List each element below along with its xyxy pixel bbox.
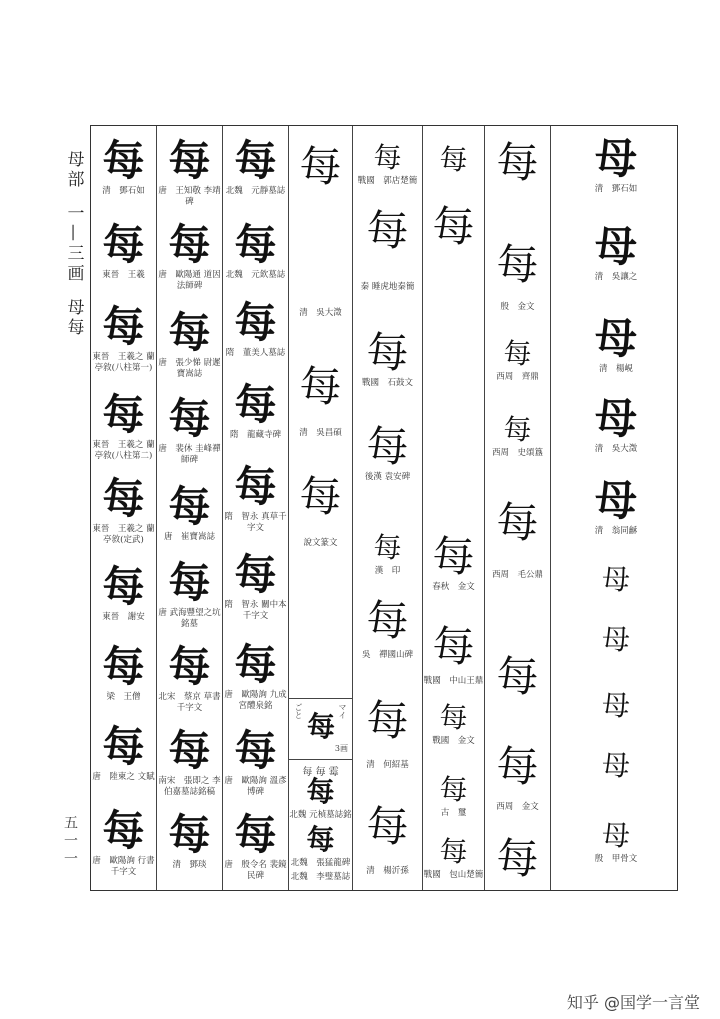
glyph: 母: [594, 476, 637, 525]
entry: [423, 622, 484, 687]
entry: [91, 722, 156, 783]
kana-kun: ごと: [294, 703, 303, 719]
stroke-count: 3画: [334, 744, 348, 753]
entry: [423, 202, 484, 252]
glyph: 每: [234, 550, 277, 599]
entry: [485, 498, 550, 581]
entry: [223, 640, 288, 711]
caption: 清 吳讓之: [594, 272, 638, 282]
caption: 殷 甲骨文: [594, 854, 638, 864]
caption: 西周 齊鼎: [496, 372, 539, 382]
caption: 唐 殷令名 裴鏡民碑: [224, 860, 287, 881]
glyph: 每: [366, 802, 409, 851]
caption: 戰國 石鼓文: [361, 378, 413, 388]
caption: 清 鄧石如: [102, 186, 145, 196]
entry: [581, 314, 651, 375]
caption: 清 吳大澂: [299, 308, 342, 318]
glyph: 每: [168, 810, 211, 859]
entry: [353, 802, 422, 877]
caption: 北魏 元靜墓誌: [225, 186, 286, 196]
entry: [581, 134, 651, 195]
glyph: 每: [366, 328, 409, 377]
caption: 戰國 中山王鼎: [423, 676, 484, 686]
glyph: 每: [102, 642, 145, 691]
variant-chars: 每 毎 霉: [302, 767, 339, 778]
glyph: 每: [496, 742, 539, 791]
caption: 東晉 王羲之 蘭亭敘(八柱第二): [92, 440, 155, 461]
glyph: 每: [234, 220, 277, 269]
entry: [157, 558, 222, 629]
glyph: 每: [102, 220, 145, 269]
column-3: [223, 126, 289, 890]
entry: [289, 142, 352, 319]
entry: [423, 773, 484, 819]
glyph: 每: [102, 302, 145, 351]
caption: 西周 史頌簋: [491, 448, 543, 458]
glyph: 每: [496, 652, 539, 701]
entry: [157, 482, 222, 543]
glyph: 每: [503, 413, 532, 446]
caption: 清 翁同龢: [594, 526, 638, 536]
caption: 清 吳大澂: [594, 444, 638, 454]
entry: [485, 138, 550, 188]
column-2: [157, 126, 223, 890]
entry: [353, 141, 422, 187]
entry: [91, 220, 156, 281]
entry: [485, 413, 550, 459]
glyph: 每: [306, 775, 335, 808]
head-char: 每: [307, 710, 336, 743]
glyph: 每: [102, 136, 145, 185]
entry: [423, 835, 484, 881]
entry: [581, 394, 651, 455]
glyph: 每: [432, 532, 475, 581]
glyph: 母: [601, 819, 630, 852]
glyph: 母: [601, 749, 630, 782]
glyph: 每: [439, 143, 468, 176]
entry: [485, 834, 550, 884]
caption: 隋 智永 真草千字文: [224, 512, 287, 533]
entry: [91, 806, 156, 877]
caption: 唐 崔寶嵩誌: [163, 532, 215, 542]
glyph: 每: [168, 642, 211, 691]
entry: [223, 380, 288, 441]
caption: 北魏 李璧墓誌: [290, 872, 351, 882]
glyph: 母: [594, 134, 637, 183]
column-1: [91, 126, 157, 890]
entry: [353, 696, 422, 771]
entry: [223, 810, 288, 881]
caption: 東晉 王羲之 蘭亭敘(八柱第一): [92, 352, 155, 373]
caption: 說文篆文: [303, 538, 338, 548]
glyph: 每: [373, 531, 402, 564]
page-number: 五一一: [62, 815, 78, 869]
column-6: [423, 126, 485, 890]
caption: 西周 毛公鼎: [491, 570, 543, 580]
glyph: 每: [102, 562, 145, 611]
glyph: 每: [439, 773, 468, 806]
column-5: [353, 126, 423, 890]
glyph: 每: [439, 701, 468, 734]
caption: 唐 歐陽詢 九成宮醴泉銘: [224, 690, 287, 711]
entry: [91, 474, 156, 545]
caption: 春秋 金文: [432, 582, 475, 592]
entry: [353, 531, 422, 577]
entry: [485, 742, 550, 813]
entry: [423, 701, 484, 747]
entry: [289, 823, 352, 869]
glyph: 母: [601, 563, 630, 596]
glyph: 每: [102, 390, 145, 439]
glyph: 每: [299, 142, 342, 191]
chars-label: 母每: [63, 298, 84, 338]
caption: 吳 禪國山碑: [361, 650, 413, 660]
caption: 南宋 張即之 李伯嘉墓誌銘稿: [158, 776, 221, 797]
entry: [581, 749, 651, 782]
caption: 隋 智永 關中本千字文: [224, 600, 287, 621]
glyph: 每: [299, 362, 342, 411]
caption: 東晉 王羲之 蘭亭敘(定武): [92, 524, 155, 545]
glyph: 每: [366, 696, 409, 745]
caption: 古 璽: [440, 808, 467, 818]
entry: [581, 563, 651, 596]
caption: 梁 王僧: [106, 692, 141, 702]
glyph: 每: [234, 380, 277, 429]
caption: 唐 張少悌 尉遲寶嵩誌: [158, 358, 221, 379]
caption: 清 楊峴: [598, 364, 633, 374]
entry: [353, 206, 422, 293]
entry: [157, 136, 222, 207]
caption: 戰國 包山楚簡: [423, 870, 484, 880]
column-7: [485, 126, 551, 890]
entry: [223, 220, 288, 281]
entry: [223, 726, 288, 797]
caption: 北魏 元欽墓誌: [225, 270, 286, 280]
glyph: 每: [496, 834, 539, 883]
entry: [223, 298, 288, 359]
caption: 東晉 王羲: [102, 270, 145, 280]
glyph: 每: [168, 136, 211, 185]
entry: [223, 462, 288, 533]
entry: [223, 136, 288, 197]
entry: [157, 308, 222, 379]
entry: [289, 775, 352, 821]
glyph: 母: [594, 222, 637, 271]
entry: [581, 819, 651, 865]
caption: 北魏 元楨墓誌銘: [289, 810, 352, 820]
entry: [157, 726, 222, 797]
caption: 唐 王知敬 李靖碑: [158, 186, 221, 207]
glyph: 每: [234, 726, 277, 775]
glyph: 每: [496, 498, 539, 547]
glyph: 每: [102, 806, 145, 855]
entry: [581, 222, 651, 283]
glyph: 每: [234, 810, 277, 859]
column-4: [289, 126, 353, 890]
caption: 北魏 張猛龍碑: [290, 858, 351, 868]
glyph: 母: [594, 314, 637, 363]
glyph: 每: [234, 298, 277, 347]
entry: [485, 337, 550, 383]
watermark: 知乎 @国学一言堂: [566, 993, 700, 1012]
caption: 後漢 袁安碑: [364, 472, 411, 482]
caption: 西周 金文: [496, 802, 539, 812]
glyph: 每: [366, 422, 409, 471]
glyph: 每: [366, 206, 409, 255]
entry: [581, 476, 651, 537]
entry: [423, 532, 484, 593]
glyph: 母: [601, 689, 630, 722]
entry: [353, 422, 422, 483]
entry: [423, 143, 484, 178]
entry: [581, 623, 651, 656]
glyph: 每: [168, 558, 211, 607]
glyph: 每: [168, 220, 211, 269]
glyph: 每: [503, 337, 532, 370]
caption: 唐 歐陽詢 行書千字文: [92, 856, 155, 877]
caption: 戰國 金文: [432, 736, 475, 746]
caption: 清 何紹基: [366, 760, 409, 770]
caption: 唐 裴休 圭峰禪師碑: [158, 444, 221, 465]
caption: 清 楊沂孫: [366, 866, 409, 876]
glyph: 每: [373, 141, 402, 174]
caption: 隋 董美人墓誌: [225, 348, 286, 358]
entry: [157, 394, 222, 465]
head-entry: [289, 698, 352, 778]
caption: 清 鄧琰: [172, 860, 207, 870]
caption: 北宋 蔡京 草書千字文: [158, 692, 221, 713]
radical-label: 母部: [63, 150, 84, 190]
calligraphy-table: [90, 125, 678, 891]
entry: [353, 596, 422, 661]
glyph: 每: [168, 308, 211, 357]
glyph: 母: [601, 623, 630, 656]
glyph: 每: [306, 823, 335, 856]
glyph: 每: [234, 136, 277, 185]
entry: [353, 328, 422, 389]
glyph: 每: [432, 622, 475, 671]
caption: 唐 陸柬之 文賦: [92, 772, 155, 782]
entry: [91, 562, 156, 623]
glyph: 每: [366, 596, 409, 645]
entry: [581, 689, 651, 722]
caption: 唐 歐陽詢 溫彥博碑: [224, 776, 287, 797]
caption: 東晉 謝安: [102, 612, 145, 622]
entry: [91, 136, 156, 197]
glyph: 每: [168, 726, 211, 775]
entry: [223, 550, 288, 621]
glyph: 每: [234, 462, 277, 511]
stroke-range: 一—三画: [63, 204, 84, 284]
glyph: 每: [234, 640, 277, 689]
entry: [289, 362, 352, 439]
entry: [289, 868, 352, 883]
glyph: 每: [439, 835, 468, 868]
entry: [157, 810, 222, 871]
glyph: 母: [594, 394, 637, 443]
entry: [485, 240, 550, 313]
caption: 秦 睡虎地秦簡: [360, 282, 415, 292]
entry: [289, 472, 352, 549]
glyph: 每: [299, 472, 342, 521]
glyph: 每: [432, 202, 475, 251]
caption: 漢 印: [374, 566, 401, 576]
caption: 戰國 郭店楚簡: [357, 176, 418, 186]
entry: [157, 220, 222, 291]
caption: 殷 金文: [500, 302, 535, 312]
entry: [157, 642, 222, 713]
glyph: 每: [168, 482, 211, 531]
glyph: 每: [168, 394, 211, 443]
glyph: 每: [102, 722, 145, 771]
entry: [91, 642, 156, 703]
caption: 清 吳昌碩: [299, 428, 342, 438]
caption: 唐 武海豐望之坑銘墓: [158, 608, 221, 629]
glyph: 每: [496, 240, 539, 289]
glyph: 每: [102, 474, 145, 523]
page-header: [58, 150, 88, 338]
caption: 清 鄧石如: [594, 184, 638, 194]
caption: 隋 龍藏寺碑: [229, 430, 281, 440]
caption: 唐 歐陽通 道因法師碑: [158, 270, 221, 291]
kana-on: マイ: [338, 703, 347, 719]
glyph: 每: [496, 138, 539, 187]
entry: [91, 390, 156, 461]
entry: [485, 652, 550, 702]
entry: [91, 302, 156, 373]
column-8: [551, 126, 677, 890]
